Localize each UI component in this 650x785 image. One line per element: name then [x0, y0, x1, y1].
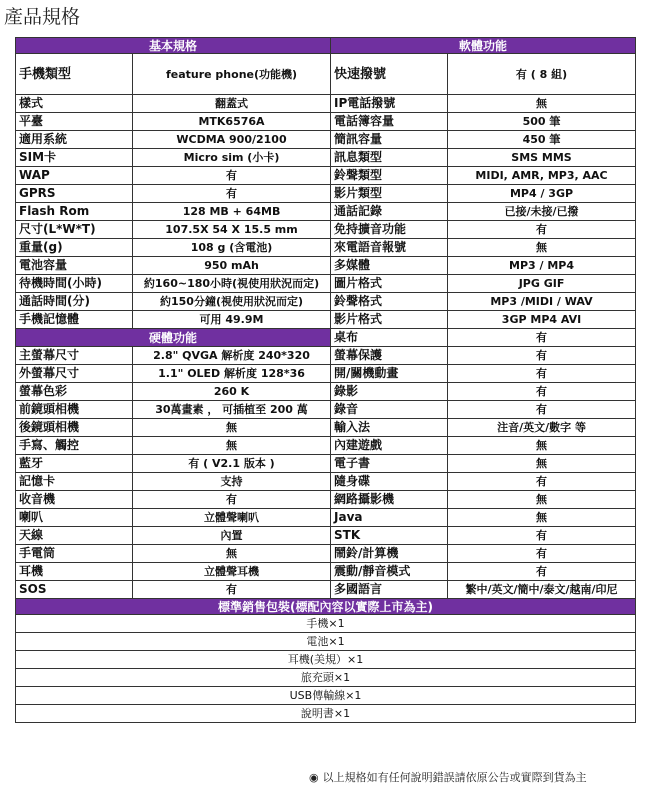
spec-value: 無	[133, 419, 331, 437]
spec-label: 通話記錄	[331, 203, 448, 221]
spec-value: 無	[448, 491, 636, 509]
spec-label: 通話時間(分)	[16, 293, 133, 311]
spec-value: 有	[133, 167, 331, 185]
spec-label: 螢幕色彩	[16, 383, 133, 401]
table-row	[16, 203, 636, 221]
spec-value: 有	[133, 491, 331, 509]
spec-value: Micro sim (小卡)	[133, 149, 331, 167]
spec-value: 注音/英文/數字 等	[448, 419, 636, 437]
spec-value: 立體聲喇叭	[133, 509, 331, 527]
table-row	[16, 257, 636, 275]
spec-label: 網路攝影機	[331, 491, 448, 509]
spec-label: 藍牙	[16, 455, 133, 473]
spec-label: 樣式	[16, 95, 133, 113]
spec-label: WAP	[16, 167, 133, 185]
page-title: 產品規格	[4, 6, 81, 28]
table-row	[16, 113, 636, 131]
table-row	[16, 311, 636, 329]
spec-value: JPG GIF	[448, 275, 636, 293]
spec-label: 震動/靜音模式	[331, 563, 448, 581]
package-item: 手機×1	[16, 615, 636, 633]
spec-value: 108 g (含電池)	[133, 239, 331, 257]
spec-label: 隨身碟	[331, 473, 448, 491]
spec-value: 500 筆	[448, 113, 636, 131]
spec-value: 無	[133, 437, 331, 455]
spec-value: 約150分鐘(視使用狀況而定)	[133, 293, 331, 311]
package-item: USB傳輸線×1	[16, 687, 636, 705]
table-row	[16, 293, 636, 311]
spec-value: 已接/未接/已撥	[448, 203, 636, 221]
spec-value: 有 ( 8 組)	[448, 54, 636, 95]
spec-value: 有	[448, 473, 636, 491]
spec-value: SMS MMS	[448, 149, 636, 167]
spec-value: 450 筆	[448, 131, 636, 149]
spec-value: 有	[448, 365, 636, 383]
table-row	[16, 401, 636, 419]
spec-value: 有	[133, 185, 331, 203]
spec-label: 耳機	[16, 563, 133, 581]
spec-value: 支持	[133, 473, 331, 491]
spec-value: 內置	[133, 527, 331, 545]
table-row	[16, 669, 636, 687]
table-row	[16, 347, 636, 365]
table-row	[16, 275, 636, 293]
package-item: 電池×1	[16, 633, 636, 651]
spec-value: 有	[133, 581, 331, 599]
spec-value: 1.1" OLED 解析度 128*36	[133, 365, 331, 383]
spec-value: 約160~180小時(視使用狀況而定)	[133, 275, 331, 293]
spec-label: 前鏡頭相機	[16, 401, 133, 419]
spec-value: MP3 / MP4	[448, 257, 636, 275]
spec-label: 適用系統	[16, 131, 133, 149]
spec-label: 記憶卡	[16, 473, 133, 491]
section-header-basic: 基本規格	[16, 38, 331, 54]
bullet-icon: ◉	[309, 771, 319, 784]
spec-value: 可用 49.9M	[133, 311, 331, 329]
spec-label: 手電筒	[16, 545, 133, 563]
spec-value: WCDMA 900/2100	[133, 131, 331, 149]
table-row	[16, 437, 636, 455]
spec-value: MIDI, AMR, MP3, AAC	[448, 167, 636, 185]
spec-label: 錄影	[331, 383, 448, 401]
spec-label: 螢幕保護	[331, 347, 448, 365]
table-row	[16, 185, 636, 203]
table-row	[16, 581, 636, 599]
spec-label: Flash Rom	[16, 203, 133, 221]
spec-label: 多國語言	[331, 581, 448, 599]
spec-value: 立體聲耳機	[133, 563, 331, 581]
spec-label: 多媒體	[331, 257, 448, 275]
table-row	[16, 599, 636, 615]
spec-label: Java	[331, 509, 448, 527]
table-row	[16, 419, 636, 437]
spec-value: 有	[448, 527, 636, 545]
spec-value: 950 mAh	[133, 257, 331, 275]
table-row	[16, 545, 636, 563]
spec-label: 電話簿容量	[331, 113, 448, 131]
spec-value: 有 ( V2.1 版本 )	[133, 455, 331, 473]
spec-label: 內建遊戲	[331, 437, 448, 455]
spec-value: 有	[448, 563, 636, 581]
spec-label: 鈴聲格式	[331, 293, 448, 311]
spec-label: 影片格式	[331, 311, 448, 329]
spec-value: 無	[448, 95, 636, 113]
table-row	[16, 383, 636, 401]
spec-value: 有	[448, 545, 636, 563]
spec-value: feature phone(功能機)	[133, 54, 331, 95]
spec-label: GPRS	[16, 185, 133, 203]
spec-value: 有	[448, 347, 636, 365]
package-item: 說明書×1	[16, 705, 636, 723]
spec-value: 260 K	[133, 383, 331, 401]
table-row	[16, 491, 636, 509]
section-header-hardware: 硬體功能	[16, 329, 331, 347]
spec-value: 2.8" QVGA 解析度 240*320	[133, 347, 331, 365]
section-header-package: 標準銷售包裝(標配內容以實際上市為主)	[16, 599, 636, 615]
spec-value: 3GP MP4 AVI	[448, 311, 636, 329]
table-row	[16, 633, 636, 651]
spec-label: 外螢幕尺寸	[16, 365, 133, 383]
spec-label: 收音機	[16, 491, 133, 509]
spec-label: 快速撥號	[331, 54, 448, 95]
spec-label: 桌布	[331, 329, 448, 347]
spec-label: 鈴聲類型	[331, 167, 448, 185]
table-row	[16, 131, 636, 149]
table-row	[16, 687, 636, 705]
spec-label: 錄音	[331, 401, 448, 419]
table-row	[16, 54, 636, 95]
spec-label: 影片類型	[331, 185, 448, 203]
table-row	[16, 563, 636, 581]
footer-note	[309, 769, 587, 785]
spec-value: 無	[448, 239, 636, 257]
spec-label: 圖片格式	[331, 275, 448, 293]
table-row	[16, 365, 636, 383]
spec-value: 無	[448, 455, 636, 473]
spec-value: 有	[448, 329, 636, 347]
spec-value: MTK6576A	[133, 113, 331, 131]
section-header-row	[16, 38, 636, 54]
table-row	[16, 167, 636, 185]
spec-label: 手寫、觸控	[16, 437, 133, 455]
spec-label: 鬧鈴/計算機	[331, 545, 448, 563]
spec-value: 無	[448, 509, 636, 527]
table-row	[16, 329, 636, 347]
spec-label: 開/關機動畫	[331, 365, 448, 383]
section-header-software: 軟體功能	[331, 38, 636, 54]
spec-label: 簡訊容量	[331, 131, 448, 149]
table-row	[16, 221, 636, 239]
spec-value: 翻蓋式	[133, 95, 331, 113]
spec-label: 手機記憶體	[16, 311, 133, 329]
spec-label: IP電話撥號	[331, 95, 448, 113]
table-row	[16, 473, 636, 491]
table-row	[16, 455, 636, 473]
spec-label: 喇叭	[16, 509, 133, 527]
spec-label: 免持擴音功能	[331, 221, 448, 239]
spec-value: 有	[448, 401, 636, 419]
spec-table-body	[16, 38, 636, 723]
table-row	[16, 615, 636, 633]
table-row	[16, 149, 636, 167]
spec-value: 107.5X 54 X 15.5 mm	[133, 221, 331, 239]
table-row	[16, 509, 636, 527]
table-row	[16, 239, 636, 257]
spec-value: 128 MB + 64MB	[133, 203, 331, 221]
spec-label: 訊息類型	[331, 149, 448, 167]
spec-table	[15, 37, 636, 723]
table-row	[16, 651, 636, 669]
spec-value: 無	[133, 545, 331, 563]
spec-label: 後鏡頭相機	[16, 419, 133, 437]
spec-value: 無	[448, 437, 636, 455]
table-row	[16, 527, 636, 545]
package-item: 耳機(美規）×1	[16, 651, 636, 669]
spec-label: 手機類型	[16, 54, 133, 95]
spec-label: 尺寸(L*W*T)	[16, 221, 133, 239]
spec-label: 電子書	[331, 455, 448, 473]
table-row	[16, 705, 636, 723]
table-row	[16, 95, 636, 113]
spec-label: SOS	[16, 581, 133, 599]
spec-label: 主螢幕尺寸	[16, 347, 133, 365]
spec-value: 繁中/英文/簡中/泰文/越南/印尼	[448, 581, 636, 599]
spec-label: 天線	[16, 527, 133, 545]
spec-label: 來電語音報號	[331, 239, 448, 257]
spec-label: 電池容量	[16, 257, 133, 275]
spec-value: MP4 / 3GP	[448, 185, 636, 203]
spec-label: 待機時間(小時)	[16, 275, 133, 293]
spec-label: 重量(g)	[16, 239, 133, 257]
package-item: 旅充頭×1	[16, 669, 636, 687]
spec-value: 有	[448, 221, 636, 239]
spec-value: 30萬畫素 ， 可插植至 200 萬	[133, 401, 331, 419]
spec-value: 有	[448, 383, 636, 401]
spec-label: SIM卡	[16, 149, 133, 167]
spec-label: 輸入法	[331, 419, 448, 437]
spec-value: MP3 /MIDI / WAV	[448, 293, 636, 311]
spec-label: STK	[331, 527, 448, 545]
footer-note-text: 以上規格如有任何說明錯誤請依原公告或實際到貨為主	[322, 771, 587, 784]
spec-label: 平臺	[16, 113, 133, 131]
